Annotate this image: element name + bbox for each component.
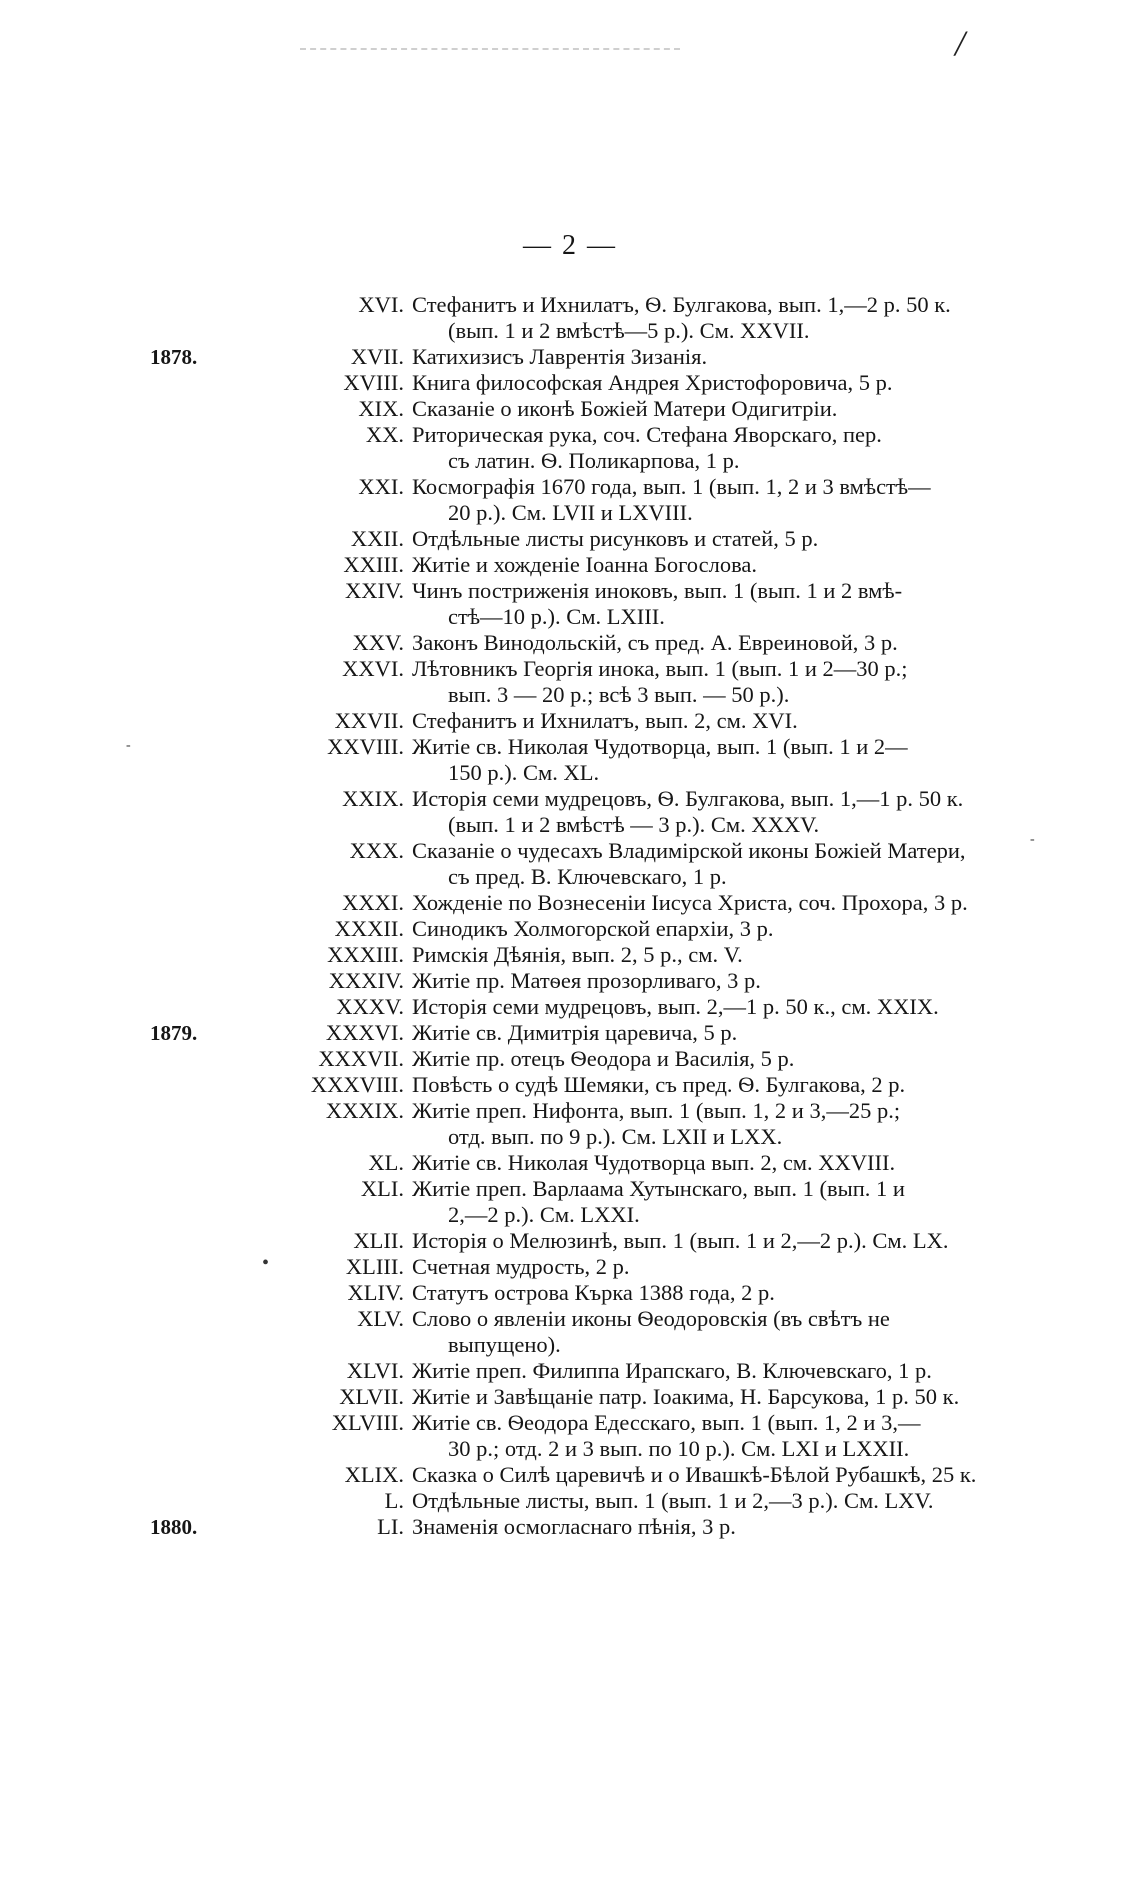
catalog-entry <box>150 474 1010 526</box>
entry-number: XXXIV. <box>328 968 404 993</box>
entry-text <box>412 1410 1010 1462</box>
entry-number: XLI. <box>360 1176 404 1201</box>
entry-number: XXXII. <box>334 916 404 941</box>
entry-text <box>412 370 1010 396</box>
entry-text <box>412 422 1010 474</box>
entry-title-line: Хожденіе по Вознесеніи Іисуса Христа, соч. Прохора, 3 р. <box>412 890 968 915</box>
entry-text <box>412 1488 1010 1514</box>
entry-text <box>412 1306 1010 1358</box>
entry-title-line: Отдѣльные листы, вып. 1 (вып. 1 и 2,—3 р.). См. LXV. <box>412 1488 934 1513</box>
catalog-entry <box>150 656 1010 708</box>
catalog-entry <box>150 1488 1010 1514</box>
catalog-entry <box>150 968 1010 994</box>
entry-text <box>412 1358 1010 1384</box>
entry-number: XXXIII. <box>327 942 404 967</box>
catalog-entry <box>150 786 1010 838</box>
entry-title-line: Житіе св. Димитрія царевича, 5 р. <box>412 1020 738 1045</box>
entry-title-line: Житіе и Завѣщаніе патр. Іоакима, Н. Барсукова, 1 р. 50 к. <box>412 1384 960 1409</box>
entry-text <box>412 942 1010 968</box>
entry-continuation-line: вып. 3 — 20 р.; всѣ 3 вып. — 50 р.). <box>448 682 790 707</box>
entry-number: XXXVII. <box>318 1046 404 1071</box>
entry-number: XVII. <box>350 344 404 369</box>
catalog-entry <box>150 1176 1010 1228</box>
entry-number: XLIX. <box>344 1462 404 1487</box>
entry-continuation-line: 30 р.; отд. 2 и 3 вып. по 10 р.). См. LXI и LXXII. <box>448 1436 910 1461</box>
margin-dash: - <box>126 738 131 753</box>
entry-text <box>412 1098 1010 1150</box>
entry-text <box>412 656 1010 708</box>
entry-number: XXXI. <box>342 890 404 915</box>
entry-number: XL. <box>368 1150 404 1175</box>
entry-number: XVI. <box>358 292 404 317</box>
entry-number: XLVIII. <box>331 1410 404 1435</box>
entry-number: XLIV. <box>347 1280 404 1305</box>
entry-number: XXVIII. <box>327 734 404 759</box>
entry-text <box>412 474 1010 526</box>
catalog-entry <box>150 734 1010 786</box>
entry-number: XXII. <box>350 526 404 551</box>
entry-continuation-line: (вып. 1 и 2 вмѣстѣ—5 р.). См. XXVII. <box>448 318 810 343</box>
entry-text <box>412 916 1010 942</box>
entry-title-line: Отдѣльные листы рисунковъ и статей, 5 р. <box>412 526 819 551</box>
entry-title-line: Сказаніе о чудесахъ Владимірской иконы Божіей Матери, <box>412 838 966 863</box>
entry-title-line: Риторическая рука, соч. Стефана Яворскаго, пер. <box>412 422 882 447</box>
entry-text <box>412 890 1010 916</box>
entry-number: XLII. <box>353 1228 404 1253</box>
entry-text <box>412 838 1010 890</box>
entry-text <box>412 578 1010 630</box>
entry-number: XXIV. <box>345 578 404 603</box>
entry-text <box>412 396 1010 422</box>
catalog-entry <box>150 1306 1010 1358</box>
entry-year: 1880. <box>150 1515 198 1539</box>
entry-number: XXXIX. <box>325 1098 404 1123</box>
catalog-entry <box>150 396 1010 422</box>
entry-year: 1878. <box>150 345 198 369</box>
entry-text <box>412 526 1010 552</box>
entry-title-line: Статутъ острова Кърка 1388 года, 2 р. <box>412 1280 775 1305</box>
catalog-entry <box>150 1020 1010 1046</box>
entry-continuation-line: выпущено). <box>448 1332 561 1357</box>
entry-number: XXVI. <box>342 656 404 681</box>
entry-title-line: Лѣтовникъ Георгія инока, вып. 1 (вып. 1 и 2—30 р.; <box>412 656 908 681</box>
entry-number: LI. <box>377 1514 404 1539</box>
entry-text <box>412 1384 1010 1410</box>
entry-text <box>412 552 1010 578</box>
entry-title-line: Катихизисъ Лаврентія Зизанія. <box>412 344 708 369</box>
entry-title-line: Исторія семи мудрецовъ, Ѳ. Булгакова, вып. 1,—1 р. 50 к. <box>412 786 964 811</box>
catalog-entry <box>150 916 1010 942</box>
entry-number: XXV. <box>352 630 404 655</box>
entry-number: XXIII. <box>343 552 404 577</box>
catalog-entry <box>150 578 1010 630</box>
entry-title-line: Слово о явленіи иконы Ѳеодоровскія (въ свѣтъ не <box>412 1306 890 1331</box>
margin-dash: - <box>1030 832 1035 847</box>
entry-number: XXIX. <box>342 786 404 811</box>
catalog-entry <box>150 942 1010 968</box>
entry-text <box>412 786 1010 838</box>
entry-text <box>412 1150 1010 1176</box>
entry-text <box>412 630 1010 656</box>
catalog-entry <box>150 1046 1010 1072</box>
catalog-entry <box>150 1462 1010 1488</box>
catalog-entry <box>150 1254 1010 1280</box>
entry-title-line: Счетная мудрость, 2 р. <box>412 1254 630 1279</box>
entry-continuation-line: 2,—2 р.). См. LXXI. <box>448 1202 640 1227</box>
entry-title-line: Житіе св. Николая Чудотворца, вып. 1 (вып. 1 и 2— <box>412 734 908 759</box>
catalog-entry <box>150 1358 1010 1384</box>
entry-title-line: Стефанитъ и Ихнилатъ, Ѳ. Булгакова, вып. 1,—2 р. 50 к. <box>412 292 951 317</box>
entry-title-line: Житіе преп. Варлаама Хутынскаго, вып. 1 (вып. 1 и <box>412 1176 905 1201</box>
corner-pencil-mark: / <box>955 23 966 63</box>
entry-title-line: Повѣсть о судѣ Шемяки, съ пред. Ѳ. Булгакова, 2 р. <box>412 1072 906 1097</box>
catalog-entry <box>150 1150 1010 1176</box>
page-number: — 2 — <box>523 230 617 261</box>
entry-continuation-line: (вып. 1 и 2 вмѣстѣ — 3 р.). См. XXXV. <box>448 812 820 837</box>
entry-number: XXVII. <box>334 708 404 733</box>
entry-title-line: Законъ Винодольскій, съ пред. А. Евреиновой, 3 р. <box>412 630 898 655</box>
catalog-entry <box>150 1228 1010 1254</box>
catalog-entry <box>150 1098 1010 1150</box>
catalog-entry <box>150 526 1010 552</box>
entry-continuation-line: отд. вып. по 9 р.). См. LXII и LXX. <box>448 1124 783 1149</box>
entry-title-line: Сказаніе о иконѣ Божіей Матери Одигитріи. <box>412 396 838 421</box>
entry-title-line: Исторія о Мелюзинѣ, вып. 1 (вып. 1 и 2,—2 р.). См. LX. <box>412 1228 949 1253</box>
catalog-entry <box>150 1280 1010 1306</box>
entry-number: XLVII. <box>339 1384 404 1409</box>
entry-text <box>412 344 1010 370</box>
entry-number: L. <box>384 1488 404 1513</box>
entry-title-line: Синодикъ Холмогорской епархіи, 3 р. <box>412 916 774 941</box>
entry-continuation-line: съ латин. Ѳ. Поликарпова, 1 р. <box>448 448 740 473</box>
entry-text <box>412 1228 1010 1254</box>
entry-title-line: Космографія 1670 года, вып. 1 (вып. 1, 2 и 3 вмѣстѣ— <box>412 474 931 499</box>
scan-artifact <box>300 48 680 58</box>
entry-number: XXXVIII. <box>310 1072 404 1097</box>
catalog-entry <box>150 630 1010 656</box>
entry-title-line: Стефанитъ и Ихнилатъ, вып. 2, см. XVI. <box>412 708 798 733</box>
catalog-entry <box>150 344 1010 370</box>
entry-continuation-line: 20 р.). См. LVII и LXVIII. <box>448 500 693 525</box>
entry-text <box>412 1514 1010 1540</box>
entry-title-line: Житіе пр. отецъ Ѳеодора и Василія, 5 р. <box>412 1046 795 1071</box>
entry-text <box>412 1020 1010 1046</box>
catalog-entry <box>150 838 1010 890</box>
entry-text <box>412 1254 1010 1280</box>
entry-title-line: Исторія семи мудрецовъ, вып. 2,—1 р. 50 к., см. XXIX. <box>412 994 939 1019</box>
entry-text <box>412 1462 1010 1488</box>
entry-number: XLIII. <box>345 1254 404 1279</box>
entry-number: XXXV. <box>336 994 404 1019</box>
catalog-entry <box>150 1410 1010 1462</box>
catalog-entry <box>150 708 1010 734</box>
catalog-entry <box>150 1384 1010 1410</box>
catalog-entry <box>150 422 1010 474</box>
entry-text <box>412 994 1010 1020</box>
catalog-entry <box>150 1514 1010 1540</box>
entry-title-line: Житіе пр. Матѳея прозорливаго, 3 р. <box>412 968 761 993</box>
entry-title-line: Знаменія осмогласнаго пѣнія, 3 р. <box>412 1514 736 1539</box>
entry-title-line: Чинъ постриженія иноковъ, вып. 1 (вып. 1 и 2 вмѣ- <box>412 578 903 603</box>
entry-text <box>412 734 1010 786</box>
entry-text <box>412 708 1010 734</box>
entry-title-line: Житіе преп. Филиппа Ирапскаго, В. Ключевскаго, 1 р. <box>412 1358 932 1383</box>
entry-title-line: Житіе и хожденіе Іоанна Богослова. <box>412 552 758 577</box>
entry-year: 1879. <box>150 1021 198 1045</box>
entry-title-line: Сказка о Силѣ царевичѣ и о Ивашкѣ-Бѣлой Рубашкѣ, 25 к. <box>412 1462 977 1487</box>
entry-text <box>412 292 1010 344</box>
entry-title-line: Римскія Дѣянія, вып. 2, 5 р., см. V. <box>412 942 743 967</box>
entry-continuation-line: съ пред. В. Ключевскаго, 1 р. <box>448 864 727 889</box>
catalog-list <box>150 292 1010 1540</box>
entry-title-line: Житіе преп. Нифонта, вып. 1 (вып. 1, 2 и 3,—25 р.; <box>412 1098 901 1123</box>
catalog-entry <box>150 292 1010 344</box>
entry-number: XXI. <box>358 474 404 499</box>
entry-text <box>412 1176 1010 1228</box>
margin-dot: • <box>262 1252 270 1274</box>
entry-number: XIX. <box>358 396 404 421</box>
entry-continuation-line: стѣ—10 р.). См. LXIII. <box>448 604 665 629</box>
entry-text <box>412 1046 1010 1072</box>
catalog-entry <box>150 1072 1010 1098</box>
entry-text <box>412 968 1010 994</box>
catalog-entry <box>150 552 1010 578</box>
entry-number: XXX. <box>349 838 404 863</box>
catalog-entry <box>150 890 1010 916</box>
entry-number: XLVI. <box>346 1358 404 1383</box>
entry-title-line: Книга философская Андрея Христофоровича, 5 р. <box>412 370 893 395</box>
entry-text <box>412 1072 1010 1098</box>
entry-number: XVIII. <box>343 370 404 395</box>
entry-continuation-line: 150 р.). См. XL. <box>448 760 600 785</box>
entry-number: XX. <box>365 422 404 447</box>
catalog-entry <box>150 994 1010 1020</box>
entry-number: XXXVI. <box>325 1020 404 1045</box>
entry-title-line: Житіе св. Ѳеодора Едесскаго, вып. 1 (вып. 1, 2 и 3,— <box>412 1410 921 1435</box>
catalog-entry <box>150 370 1010 396</box>
entry-number: XLV. <box>357 1306 404 1331</box>
entry-title-line: Житіе св. Николая Чудотворца вып. 2, см. XXVIII. <box>412 1150 896 1175</box>
entry-text <box>412 1280 1010 1306</box>
